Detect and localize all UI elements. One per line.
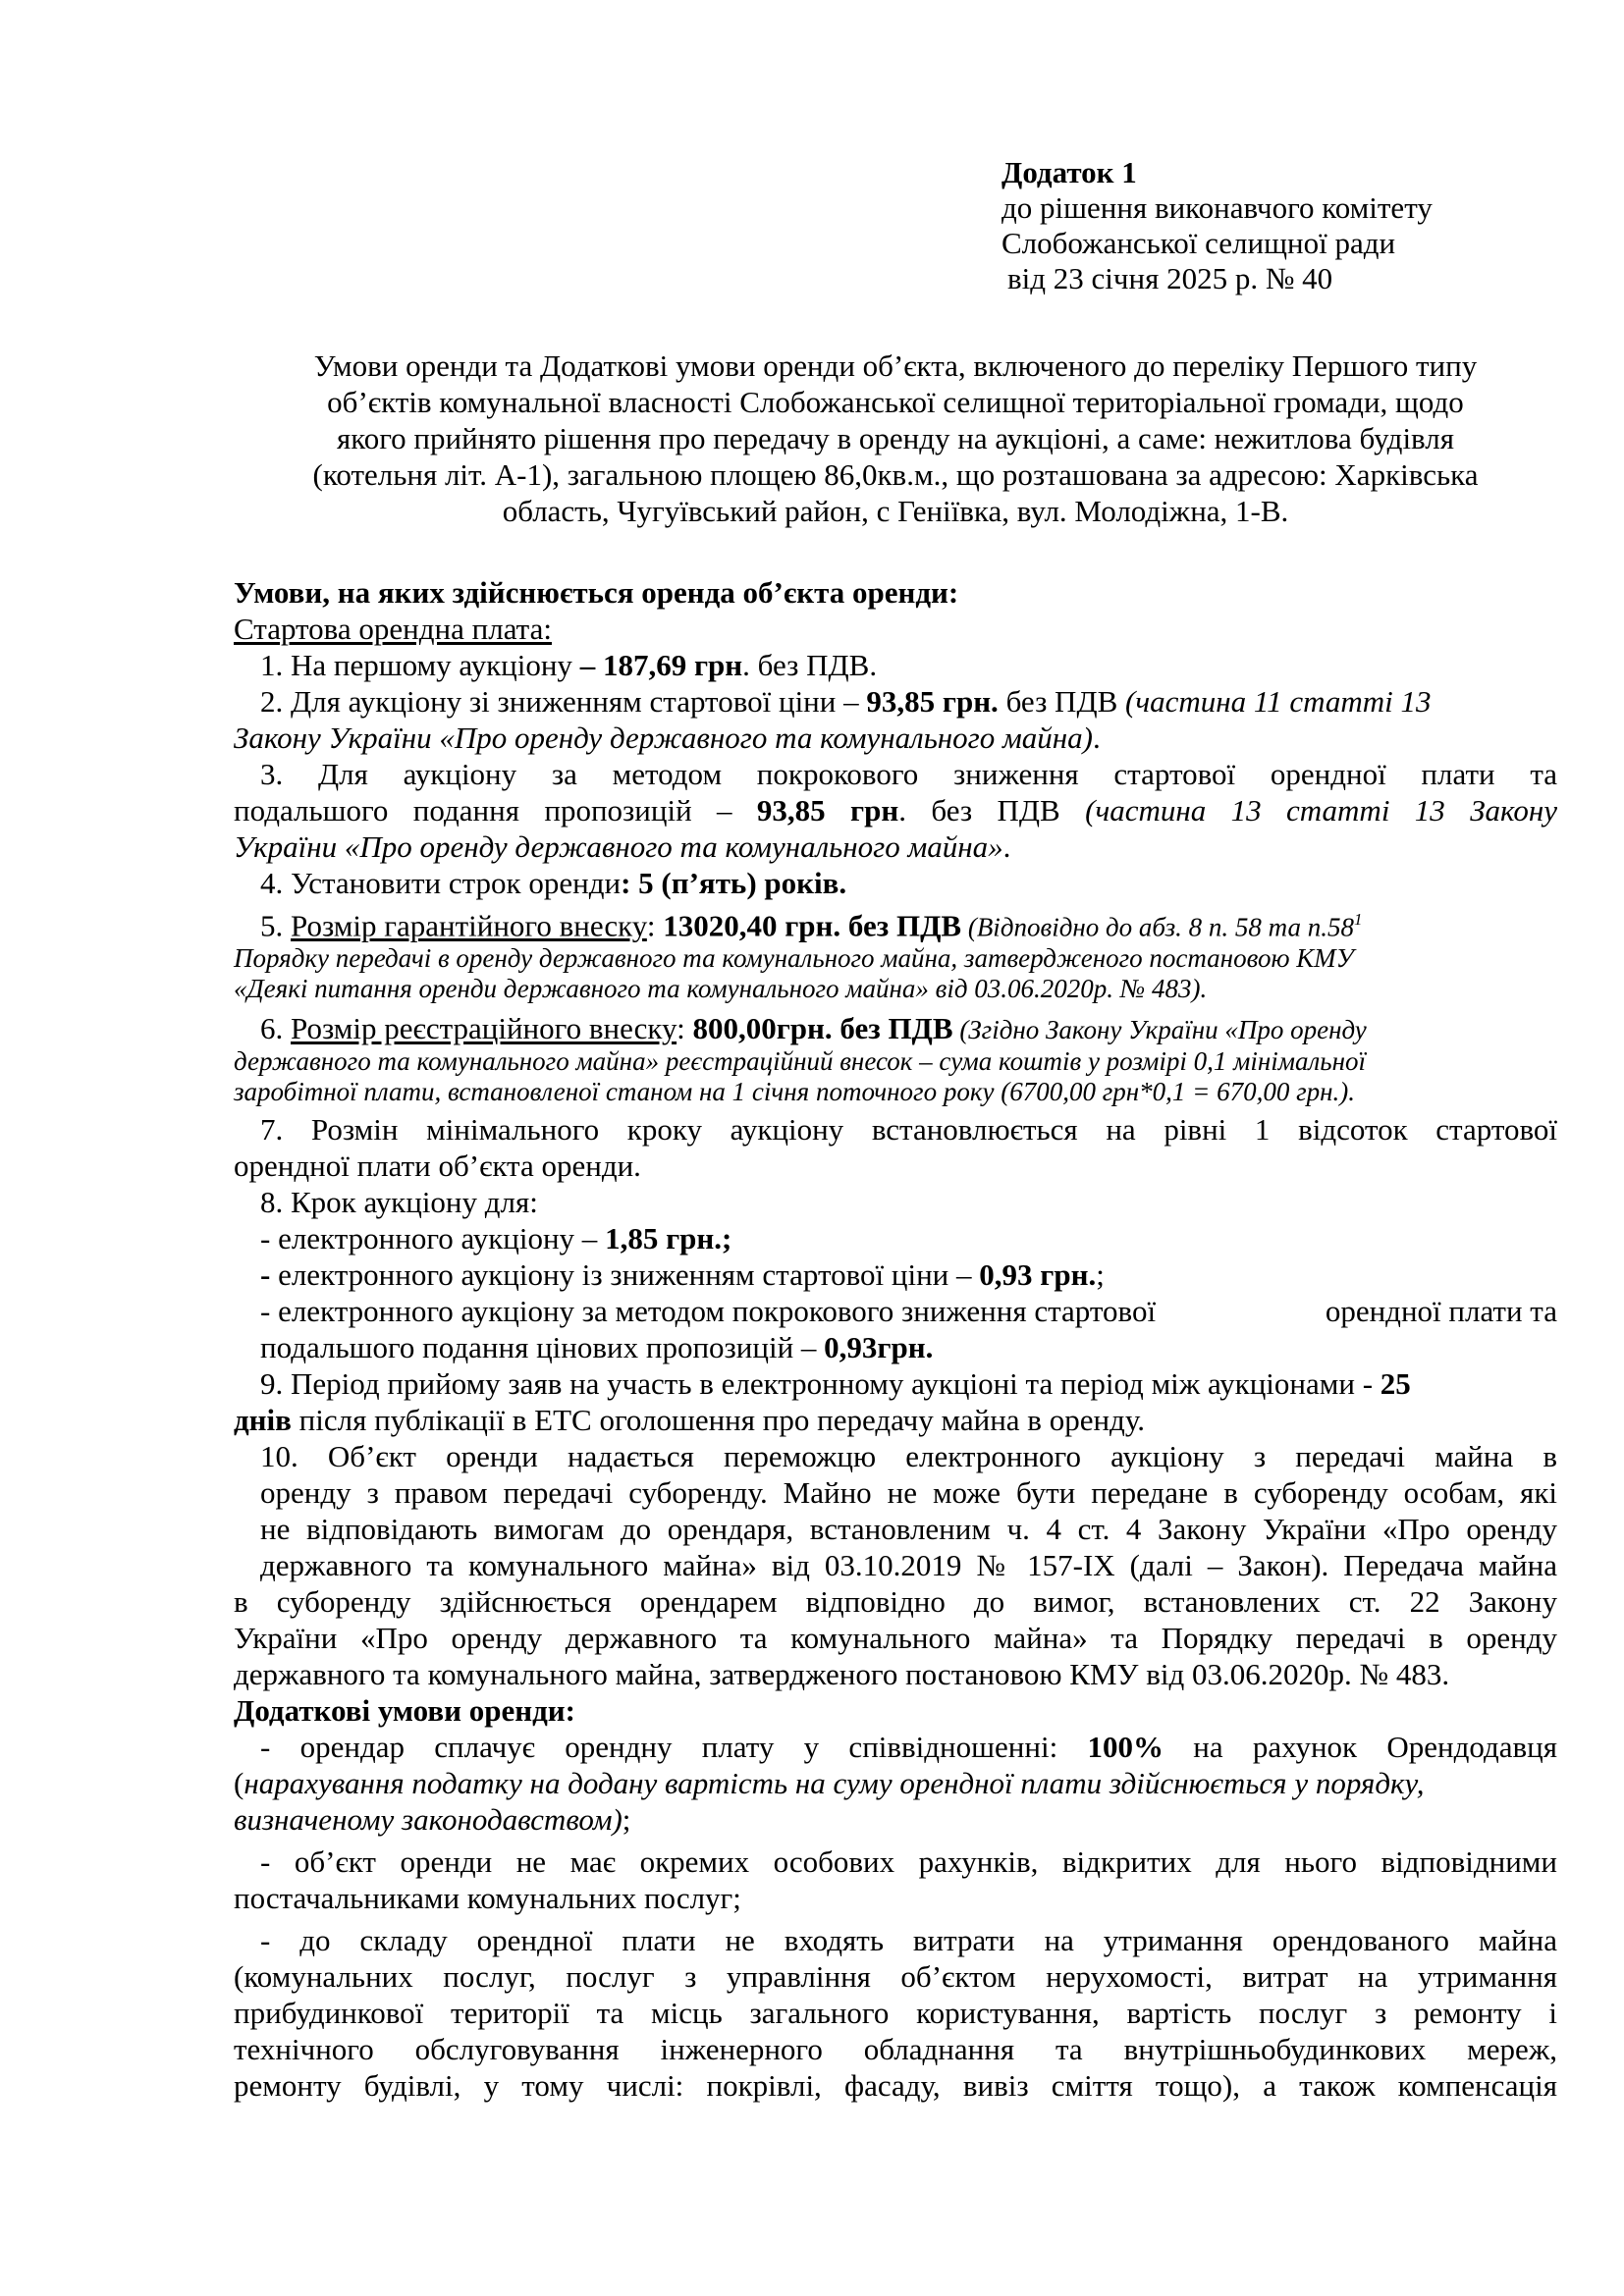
section-subheading: Стартова орендна плата: [234, 612, 552, 646]
intro-line: якого прийнято рішення про передачу в оренду на аукціоні, а саме: нежитлова будівля [336, 421, 1455, 455]
list-item-10: 10. Об’єкт оренди надається переможцю електронного аукціону з передачі майна в оренду з правом передачі суборенду. Майно не може бути передане в суборенду особам, які не відповідають вимогам до орендаря, встановленим ч. 4 ст. 4 Закону України «Про оренду державного та комунального майна» від 03.10.2019 № 157-IX (далі – Закон). Передача майна в суборенду здійснюється орендарем відповідно до вимог, встановлених ст. 22 Закону України «Про оренду державного та комунального майна» та Порядку передачі в оренду державного та комунального майна, затвердженого постановою КМУ від 03.06.2020р. № 483. [234, 1439, 1558, 1692]
list-item-2: 2. Для аукціону зі зниженням стартової ціни – 93,85 грн. без ПДВ (частина 11 статті 13 Закону України «Про оренду державного та комунального майна). [234, 684, 1432, 755]
list-item-5: 5. Розмір гарантійного внеску: 13020,40 грн. без ПДВ (Відповідно до абз. 8 п. 58 та $п.58^1$ Порядку передачі в оренду державного та комунального майна, затвердженого постановою КМУ «Деякі питання оренди державного та комунального майна» від 03.06.2020р. № 483). [234, 908, 1363, 1004]
intro-line: Умови оренди та Додаткові умови оренди об’єкта, включеного до переліку Першого типу [313, 348, 1478, 383]
list-item-3: 3. Для аукціону за методом покрокового зниження стартової орендної плати та подальшого подання пропозицій – 93,85 грн. без ПДВ (частина 13 статті 13 Закону України «Про оренду державного та комунального майна». [234, 757, 1558, 864]
list-item-1: 1. На першому аукціону – 187,69 грн. без ПДВ. [260, 648, 878, 682]
additional-condition-2: - об’єкт оренди не має окремих особових рахунків, відкритих для нього відповідними постачальниками комунальних послуг; [234, 1844, 1557, 1916]
additional-condition-1: - орендар сплачує орендну плату у співвідношенні: 100% на рахунок Орендодавця (нарахування податку на додану вартість на суму орендної плати здійснюється у порядку, визначеному законодавством); [234, 1730, 1557, 1838]
list-item-7: 7. Розмін мінімального кроку аукціону встановлюється на рівні 1 відсоток стартової орендної плати об’єкта оренди. [234, 1112, 1557, 1184]
section-rental-conditions [234, 574, 1557, 2104]
list-item-9: 9. Період прийому заяв на участь в електронному аукціоні та період між аукціонами - 25 днів після публікації в ЕТС оголошення про передачу майна в оренду. [234, 1366, 1411, 1438]
list-item-4: 4. Установити строк оренди: 5 (п’ять) років. [260, 866, 847, 900]
section-heading: Додаткові умови оренди: [234, 1693, 575, 1729]
appendix-header [1001, 155, 1571, 296]
list-item-8: 8. Крок аукціону для: - електронного аукціону – 1,85 грн.; - електронного аукціону із зниженням стартової ціни – 0,93 грн.; - електронного аукціону за методом покрокового зниження стартової орендної плати та подальшого подання цінових пропозицій – 0,93грн. [260, 1185, 1557, 1365]
header-date-line: від 23 січня 2025 р. № 40 [1007, 261, 1333, 295]
intro-line: (котельня літ. А-1), загальною площею 86,0кв.м., що розташована за адресою: Харківська [312, 457, 1479, 492]
section-heading: Умови, на яких здійснюється оренда об’єкта оренди: [234, 575, 959, 610]
intro-paragraph [234, 347, 1557, 529]
header-line: до рішення виконавчого комітету [1001, 190, 1433, 225]
list-item-6: 6. Розмір реєстраційного внеску: 800,00грн. без ПДВ (Згідно Закону України «Про оренду державного та комунального майна» реєстраційний внесок – сума коштів у розмірі 0,1 мінімальної заробітної плати, встановленої станом на 1 січня поточного року (6700,00 грн*0,1 = 670,00 грн.). [234, 1011, 1367, 1107]
intro-line: область, Чугуївський район, с Геніївка, вул. Молодіжна, 1-В. [502, 494, 1289, 528]
additional-condition-3: - до складу орендної плати не входять витрати на утримання орендованого майна (комунальних послуг, послуг з управління об’єктом нерухомості, витрат на утримання прибудинкової території та місць загального користування, вартість послуг з ремонту і технічного обслуговування інженерного обладнання та внутрішньобудинкових мереж, ремонту будівлі, у тому числі: покрівлі, фасаду, вивіз сміття тощо), а також компенсація [234, 1923, 1557, 2104]
header-line: Слобожанської селищної ради [1001, 226, 1396, 260]
intro-line: об’єктів комунальної власності Слобожанської селищної територіальної громади, щодо [327, 385, 1464, 419]
appendix-title: Додаток 1 [1001, 155, 1137, 189]
